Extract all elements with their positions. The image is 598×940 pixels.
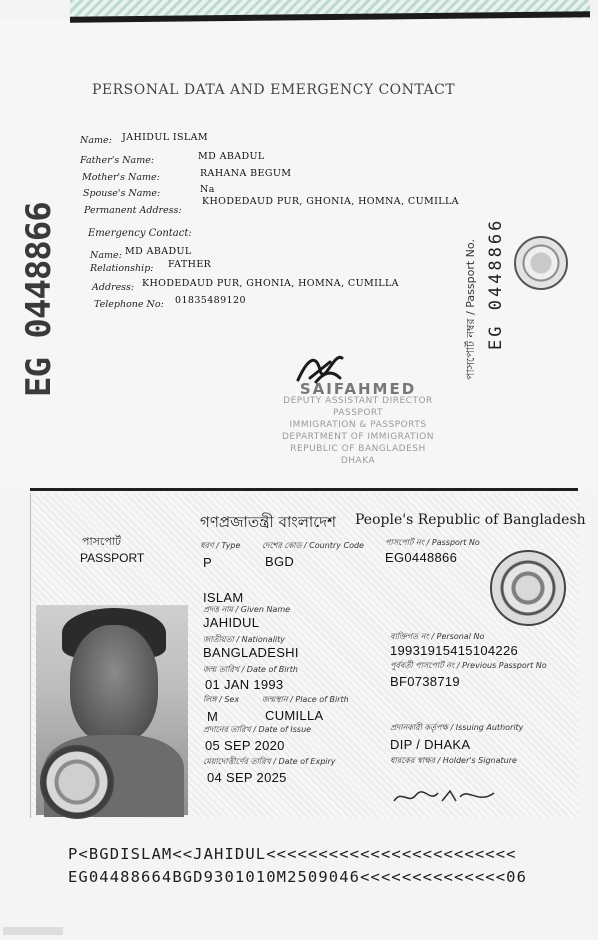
page-title: PERSONAL DATA AND EMERGENCY CONTACT [92, 82, 456, 98]
stamp-name: SAIFAHMED [299, 380, 417, 398]
personal-no-value: 19931915415104226 [390, 643, 519, 658]
country-code-label: দেশের কোড / Country Code [262, 541, 364, 550]
previous-passport-value: BF0738719 [390, 674, 460, 689]
spouse-value: Na [200, 184, 215, 195]
issuing-authority-value: DIP / DHAKA [390, 737, 471, 752]
passport-no-label: পাসপোর্ট নং / Passport No [385, 538, 480, 547]
passport-no-vertical: EG 0448866 [486, 217, 506, 350]
father-label: Father's Name: [80, 155, 155, 166]
passport-no-value: EG0448866 [385, 550, 458, 565]
type-value: P [203, 555, 212, 570]
relationship-value: FATHER [168, 259, 212, 270]
passport-label: PASSPORT [80, 551, 145, 565]
dob-value: 01 JAN 1993 [205, 677, 284, 692]
government-emblem-icon [40, 745, 114, 819]
personal-no-label: ব্যক্তিগত নং / Personal No [390, 632, 485, 641]
passport-label-bangla: পাসপোর্ট [82, 535, 121, 548]
stamp-line: DEPARTMENT OF IMMIGRATION [281, 432, 434, 442]
mother-label: Mother's Name: [82, 172, 160, 183]
previous-passport-label: পূর্ববর্তী পাসপোর্ট নং / Previous Passport No [390, 661, 547, 670]
country-code-value: BGD [265, 554, 295, 569]
date-of-issue-value: 05 SEP 2020 [205, 738, 285, 753]
type-label: ধরণ / Type [200, 541, 241, 550]
name-label: Name: [80, 135, 112, 146]
mother-value: RAHANA BEGUM [200, 168, 292, 179]
passport-no-vertical-label: পাসপোর্ট নম্বর / Passport No. [464, 239, 477, 380]
holder-photo-face [70, 625, 158, 743]
emergency-address-value: KHODEDAUD PUR, GHONIA, HOMNA, CUMILLA [142, 278, 399, 289]
father-value: MD ABADUL [198, 151, 265, 162]
bangladesh-seal-icon [490, 550, 566, 626]
official-stamp [268, 380, 448, 467]
stamp-line: REPUBLIC OF BANGLADESH [290, 444, 426, 454]
telephone-label: Telephone No: [94, 299, 164, 310]
stamp-line: IMMIGRATION & PASSPORTS [289, 420, 427, 430]
country-title-bangla: গণপ্রজাতন্ত্রী বাংলাদেশ [200, 513, 337, 531]
place-of-birth-value: CUMILLA [265, 708, 324, 723]
relationship-label: Relationship: [90, 263, 154, 274]
country-title-english: People's Republic of Bangladesh [355, 512, 586, 528]
emergency-address-label: Address: [92, 282, 135, 293]
holder-signature [390, 783, 500, 809]
address-value: KHODEDAUD PUR, GHONIA, HOMNA, CUMILLA [202, 196, 459, 207]
emergency-heading: Emergency Contact: [88, 228, 192, 239]
date-of-expiry-label: মেয়াদোত্তীর্ণের তারিখ / Date of Expiry [203, 757, 336, 766]
mrz-line-2: EG04488664BGD9301010M2509046<<<<<<<<<<<<<<06 [68, 868, 527, 886]
nationality-value: BANGLADESHI [203, 645, 299, 660]
issuing-authority-label: প্রদানকারী কর্তৃপক্ষ / Issuing Authority [390, 723, 524, 732]
stamp-line: DHAKA [340, 456, 376, 466]
dob-label: জন্ম তারিখ / Date of Birth [203, 665, 298, 674]
mrz-line-1: P<BGDISLAM<<JAHIDUL<<<<<<<<<<<<<<<<<<<<<<<< [68, 845, 517, 863]
given-name-label: প্রদত্ত নাম / Given Name [203, 605, 291, 614]
surname-value: ISLAM [203, 590, 244, 605]
perforated-passport-number: EG 0448866 [19, 202, 59, 398]
spouse-label: Spouse's Name: [83, 188, 161, 199]
address-label: Permanent Address: [84, 205, 182, 216]
sex-value: M [207, 709, 219, 724]
holder-signature-label: ধারকের স্বাক্ষর / Holder's Signature [390, 756, 517, 765]
stamp-line: PASSPORT [332, 408, 384, 418]
date-of-issue-label: প্রদানের তারিখ / Date of Issue [203, 725, 312, 734]
stamp-line: DEPUTY ASSISTANT DIRECTOR [283, 396, 433, 406]
emergency-name-label: Name: [90, 250, 122, 261]
nationality-label: জাতীয়তা / Nationality [203, 635, 286, 644]
telephone-value: 01835489120 [175, 295, 246, 306]
bangladesh-emblem-icon [514, 236, 568, 290]
emergency-name-value: MD ABADUL [125, 246, 192, 257]
scanner-logo-icon [3, 927, 63, 935]
date-of-expiry-value: 04 SEP 2025 [207, 770, 287, 785]
page-divider [30, 488, 578, 491]
sex-label: লিঙ্গ / Sex [203, 695, 240, 704]
given-name-value: JAHIDUL [203, 615, 260, 630]
place-of-birth-label: জন্মস্থান / Place of Birth [262, 695, 349, 704]
name-value: JAHIDUL ISLAM [122, 132, 209, 143]
